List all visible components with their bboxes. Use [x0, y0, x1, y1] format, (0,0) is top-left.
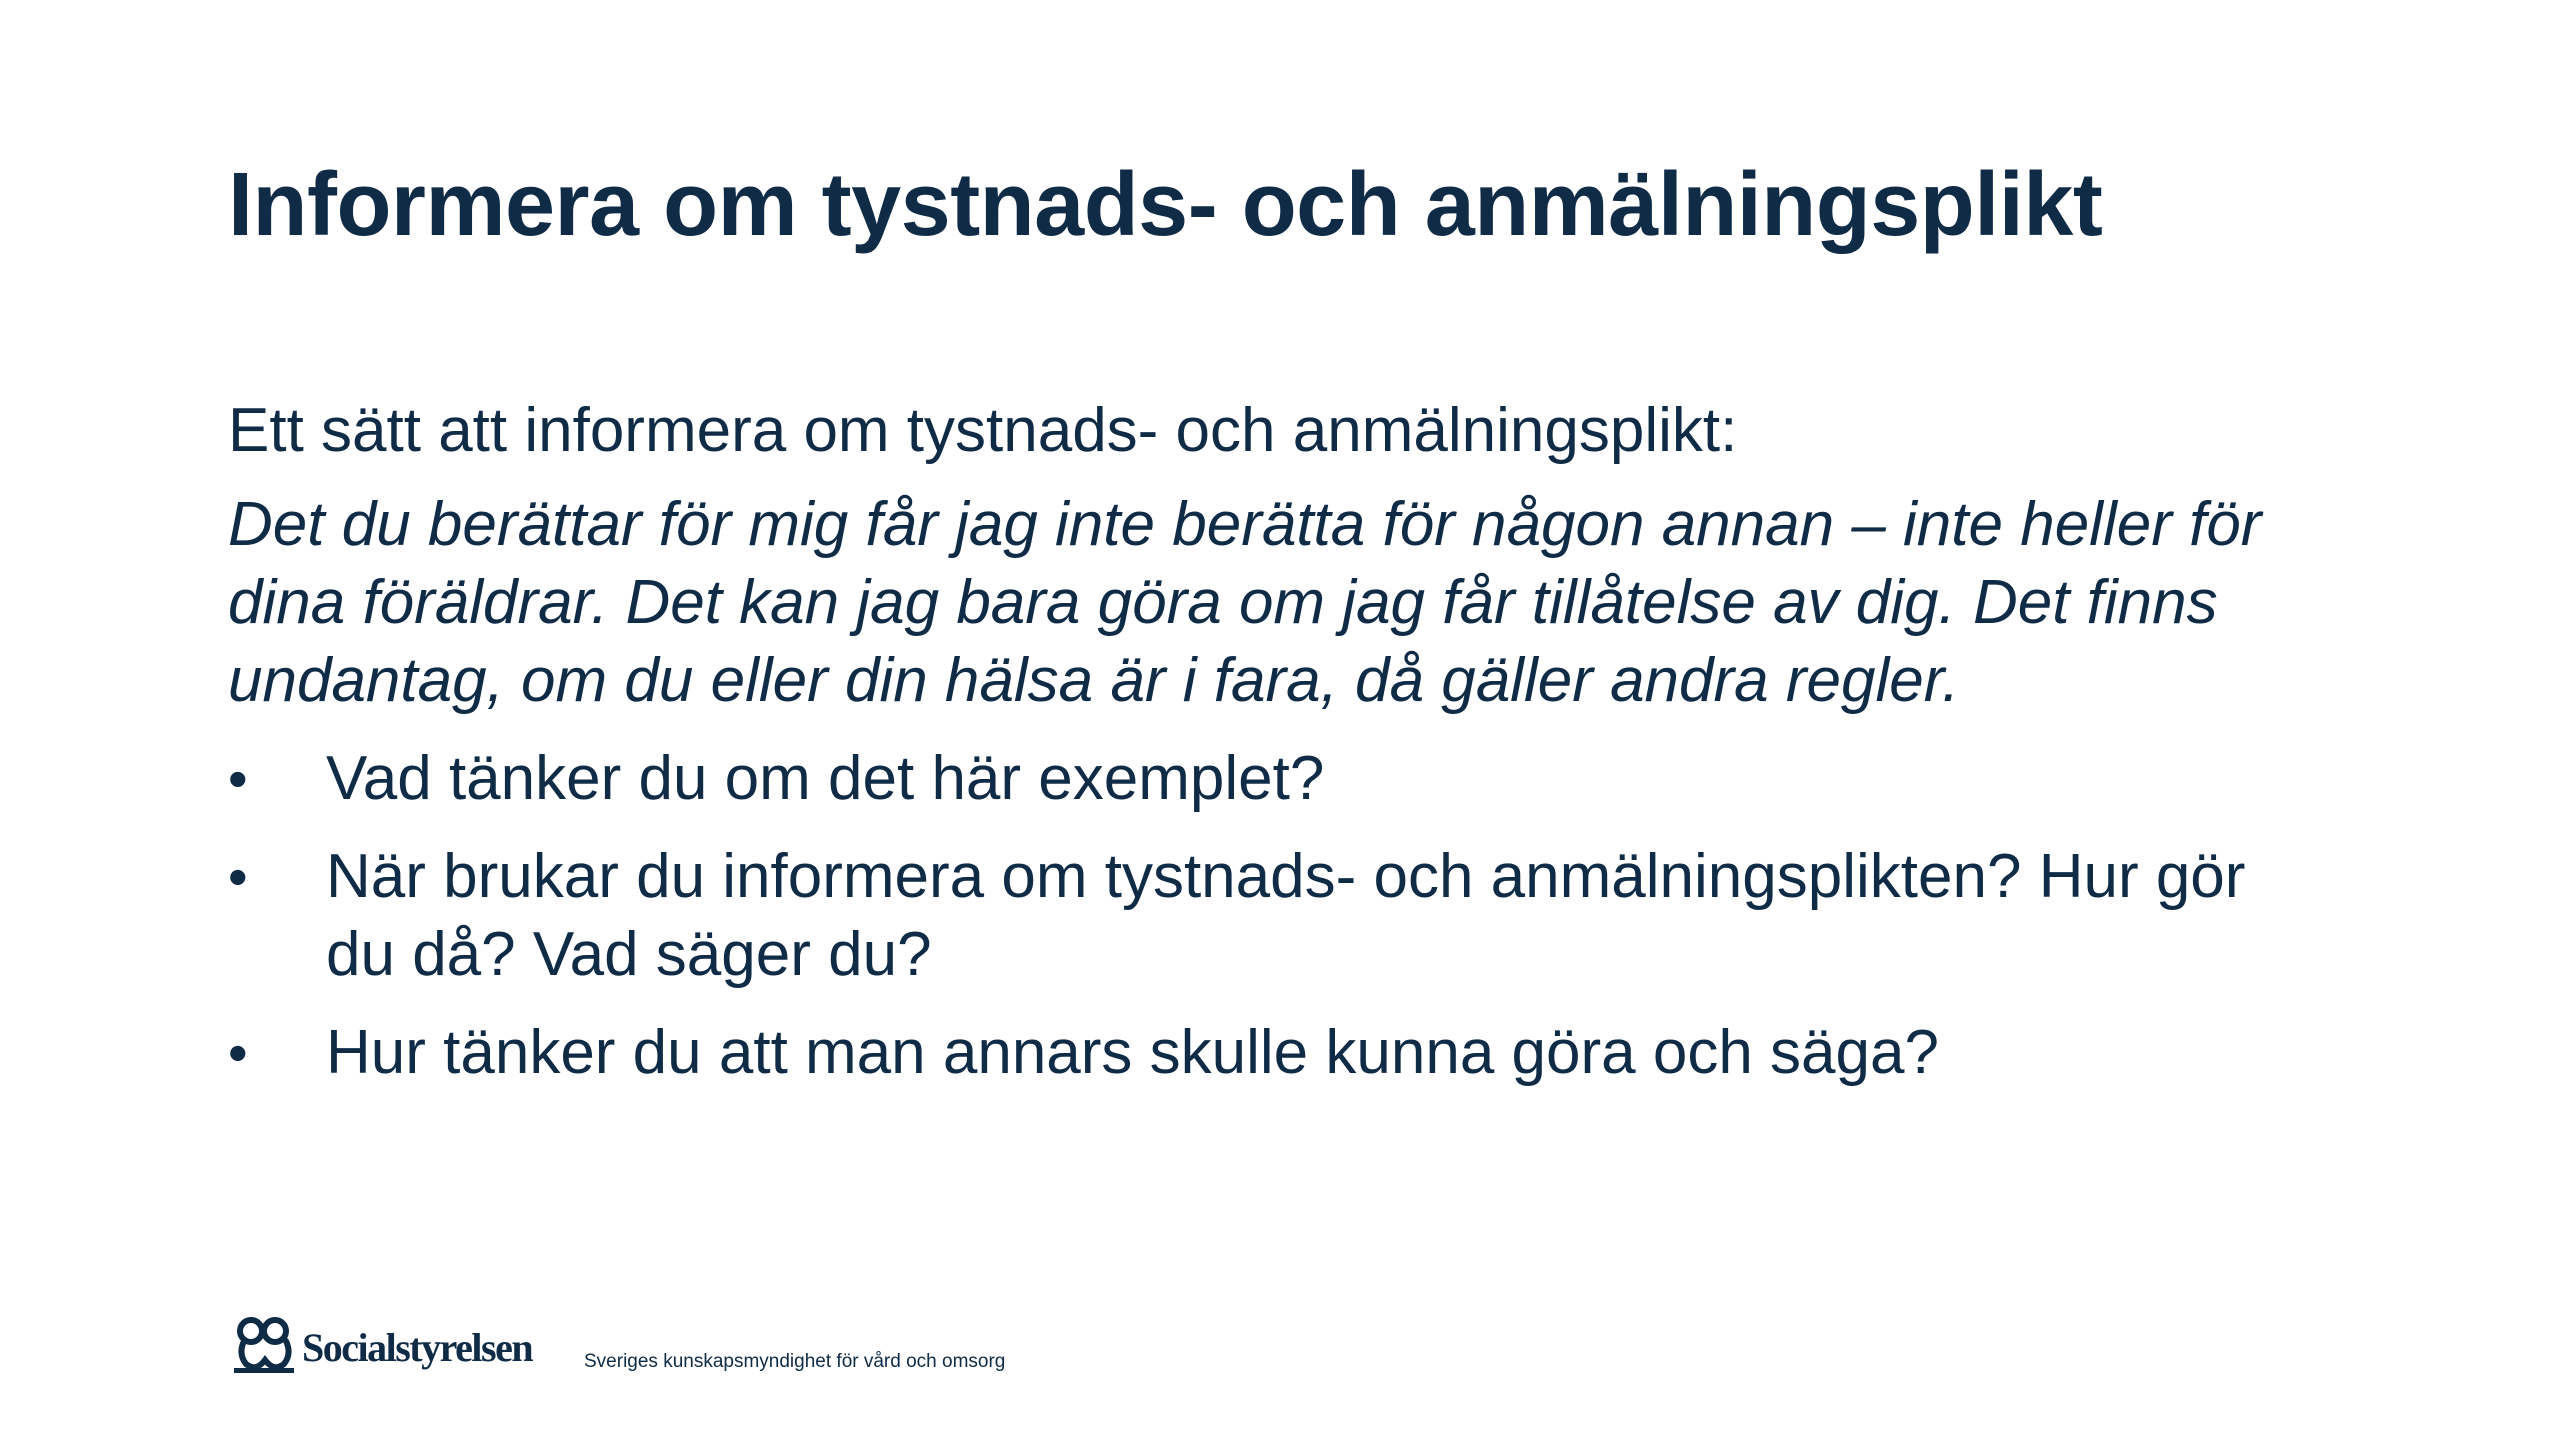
- logo-wordmark: Socialstyrelsen: [302, 1325, 533, 1370]
- slide-title: Informera om tystnads- och anmälningsplikt: [228, 155, 2103, 255]
- list-item: [228, 740, 2328, 818]
- socialstyrelsen-logo: [230, 1310, 550, 1380]
- intro-text: Ett sätt att informera om tystnads- och anmälningsplikt:: [228, 396, 1738, 465]
- list-item-text: Vad tänker du om det här exemplet?: [326, 744, 1325, 813]
- slide-content: [228, 392, 2328, 1112]
- list-item: [228, 1014, 2328, 1092]
- footer-tagline: Sveriges kunskapsmyndighet för vård och omsorg: [584, 1351, 1006, 1372]
- list-item-text: Hur tänker du att man annars skulle kunna göra och säga?: [326, 1018, 1939, 1087]
- slide-footer: [230, 1310, 1230, 1380]
- socialstyrelsen-emblem-icon: [230, 1314, 300, 1376]
- question-list: [228, 740, 2328, 1092]
- example-quote: Det du berättar för mig får jag inte berätta för någon annan – inte heller för dina föräldrar. Det kan jag bara göra om jag får tillåtelse av dig. Det finns undantag, om du eller din hälsa är i fara, då gäller andra regler.: [228, 490, 2262, 715]
- bullet-icon: •: [228, 747, 248, 810]
- list-item-text: När brukar du informera om tystnads- och anmälningsplikten? Hur gör du då? Vad säger du?: [326, 842, 2246, 989]
- list-item: [228, 838, 2328, 994]
- bullet-icon: •: [228, 845, 248, 908]
- bullet-icon: •: [228, 1021, 248, 1084]
